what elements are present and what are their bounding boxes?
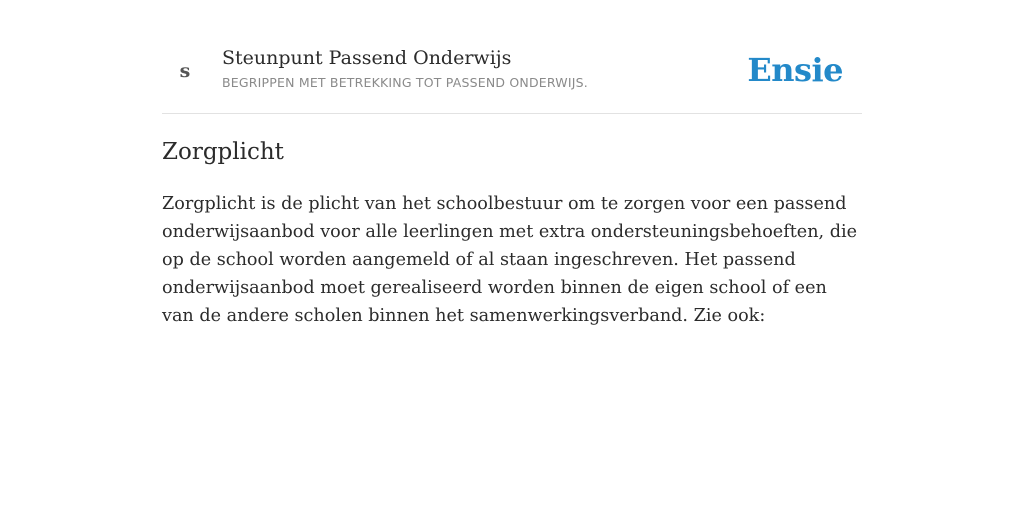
site-header	[162, 0, 862, 114]
term-definition: Zorgplicht is de plicht van het schoolbestuur om te zorgen voor een passend onderwijsaanbod voor alle leerlingen met extra ondersteuningsbehoeften, die op de school worden aangemeld of al staan ingeschreven. Het passend onderwijsaanbod moet gerealiseerd worden binnen de eigen school of een van de andere scholen binnen het samenwerkingsverband. Zie ook:	[162, 194, 858, 326]
term-title: Zorgplicht	[162, 139, 284, 165]
site-title[interactable]: Steunpunt Passend Onderwijs	[222, 47, 512, 69]
page-content	[162, 0, 862, 326]
brand-logo[interactable]: Ensie	[747, 51, 843, 89]
site-subtitle: BEGRIPPEN MET BETREKKING TOT PASSEND ONDERWIJS.	[222, 75, 588, 90]
site-logo-icon[interactable]: s	[179, 60, 191, 82]
